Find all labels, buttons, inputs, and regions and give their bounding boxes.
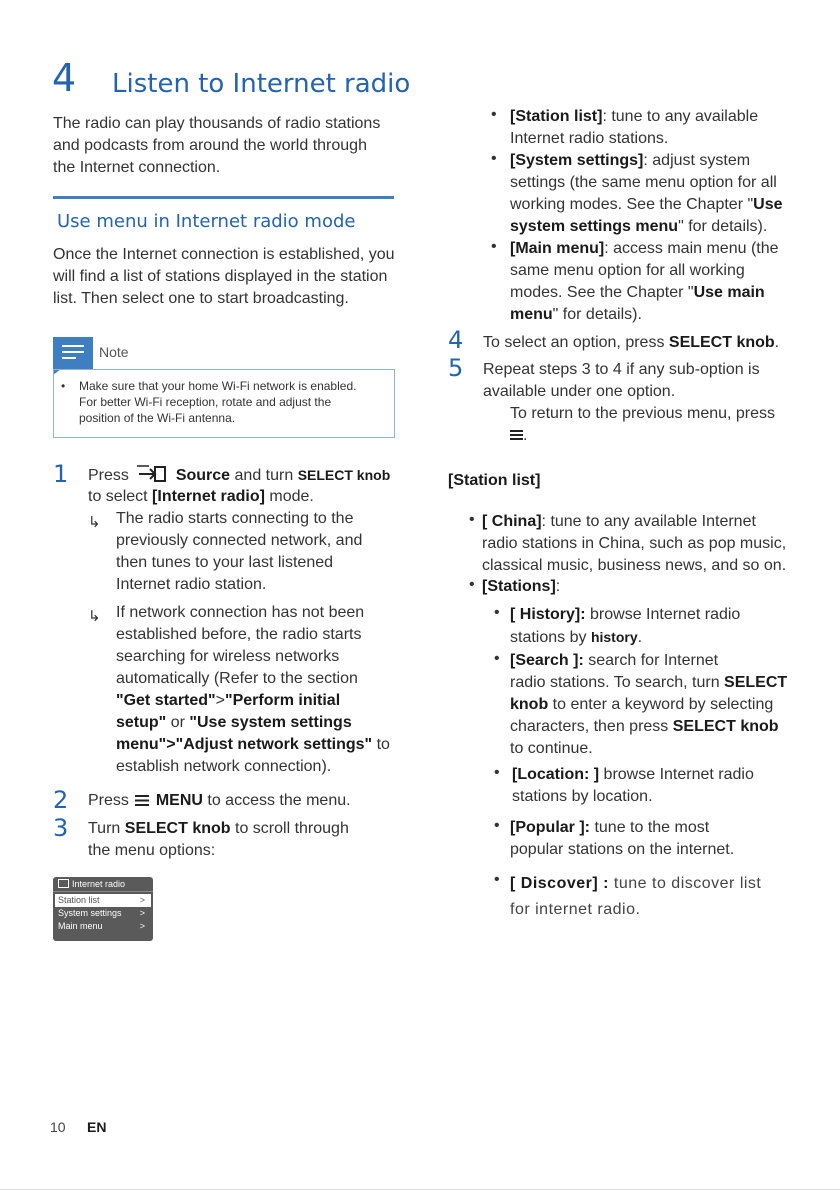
item-label: [Search ]: bbox=[510, 652, 584, 669]
chapter-number: 4 bbox=[52, 56, 77, 100]
select-knob-label: SELECT knob bbox=[668, 334, 775, 351]
item-text: browse Internet radio bbox=[603, 766, 754, 783]
intro-paragraph bbox=[53, 113, 380, 179]
option-line bbox=[510, 106, 758, 128]
menu-icon bbox=[135, 794, 149, 807]
result-arrow-icon: ↳ bbox=[88, 608, 101, 625]
option-text: : tune to any available bbox=[602, 108, 759, 125]
item-china bbox=[482, 511, 786, 577]
step-word: Press bbox=[88, 467, 129, 484]
option-line bbox=[510, 304, 779, 326]
section-line: Once the Internet connection is established, you bbox=[53, 246, 395, 263]
step-word: Press bbox=[88, 792, 129, 809]
item-text: radio stations. To search, turn bbox=[510, 674, 720, 691]
menu-screen-title bbox=[53, 877, 153, 892]
step-number: 3 bbox=[53, 814, 69, 842]
note-icon bbox=[53, 337, 93, 369]
item-label: [Popular ]: bbox=[510, 819, 590, 836]
note-line: • Make sure that your home Wi-Fi network is enabled. bbox=[79, 379, 357, 393]
item-line bbox=[510, 694, 787, 716]
result-line: established before, the radio starts bbox=[116, 626, 362, 643]
option-line bbox=[510, 238, 779, 260]
intro-line: The radio can play thousands of radio stations bbox=[53, 115, 381, 132]
chevron-right-icon: > bbox=[139, 908, 145, 918]
item-label: [Stations] bbox=[482, 578, 556, 595]
result-line bbox=[116, 734, 390, 756]
heading-text: [Station list] bbox=[448, 472, 541, 489]
result-line: searching for wireless networks bbox=[116, 648, 340, 665]
page-edge bbox=[0, 1189, 840, 1190]
note-line: position of the Wi-Fi antenna. bbox=[79, 411, 236, 425]
chapter-title: Listen to Internet radio bbox=[112, 69, 411, 99]
punct: . bbox=[774, 334, 780, 351]
option-line bbox=[510, 282, 779, 304]
step-line: To return to the previous menu, press bbox=[510, 405, 776, 422]
result-line: then tunes to your last listened bbox=[116, 554, 334, 571]
step-1-text bbox=[88, 464, 390, 487]
step-word: and turn bbox=[234, 467, 294, 484]
section-paragraph bbox=[53, 244, 395, 310]
result-line: Internet radio station. bbox=[116, 576, 267, 593]
step-word: to scroll through bbox=[235, 820, 349, 837]
step-word: mode. bbox=[269, 488, 314, 505]
bullet: • bbox=[494, 764, 500, 781]
option-line: settings (the same menu option for all bbox=[510, 174, 777, 191]
item-discover bbox=[510, 871, 761, 923]
step-word: to access the menu. bbox=[207, 792, 351, 809]
item-text: characters, then press bbox=[510, 718, 669, 735]
bullet: • bbox=[494, 871, 500, 888]
select-knob-label: SELECT knob bbox=[124, 820, 231, 837]
result-line bbox=[116, 690, 390, 712]
punct: . bbox=[637, 629, 643, 646]
item-line bbox=[510, 626, 740, 649]
option-label: [Main menu] bbox=[510, 240, 605, 257]
punct: : bbox=[555, 578, 561, 595]
result-2 bbox=[116, 602, 390, 778]
item-line bbox=[510, 817, 734, 839]
result-1 bbox=[116, 508, 362, 596]
item-text: tune to discover list bbox=[613, 875, 762, 892]
item-stations bbox=[482, 576, 560, 598]
language-code: EN bbox=[87, 1119, 107, 1135]
option-main-menu bbox=[510, 238, 779, 326]
step-line: the menu options: bbox=[88, 842, 216, 859]
note-label: Note bbox=[99, 344, 129, 360]
option-system-settings bbox=[510, 150, 783, 238]
bullet: • bbox=[491, 106, 497, 123]
step-word: To select an option, press bbox=[483, 334, 665, 351]
item-text: tune to the most bbox=[594, 819, 710, 836]
menu-title-text: Internet radio bbox=[72, 879, 126, 889]
menu-label: MENU bbox=[155, 792, 203, 809]
option-text: modes. See the Chapter " bbox=[510, 284, 694, 301]
option-text: : access main menu (the bbox=[604, 240, 779, 257]
step-4-text bbox=[483, 332, 779, 354]
option-line bbox=[510, 150, 783, 172]
option-text: working modes. See the Chapter " bbox=[510, 196, 754, 213]
section-line: list. Then select one to start broadcasting. bbox=[53, 290, 349, 307]
separator: > bbox=[215, 692, 225, 709]
station-list-heading bbox=[448, 470, 540, 492]
menu-item-label: Main menu bbox=[58, 921, 103, 931]
ref-link: system settings menu bbox=[510, 218, 679, 235]
item-line bbox=[510, 604, 740, 626]
ref-link: Use main bbox=[693, 284, 765, 301]
punct: . bbox=[523, 427, 528, 444]
item-label: [ Discover] : bbox=[510, 875, 609, 892]
item-keyword: history bbox=[590, 629, 638, 645]
select-knob-label: SELECT bbox=[724, 674, 788, 691]
step-3-text bbox=[88, 818, 349, 862]
item-label: [ China] bbox=[482, 513, 542, 530]
item-line bbox=[510, 650, 787, 672]
option-label: [System settings] bbox=[510, 152, 644, 169]
intro-line: and podcasts from around the world through bbox=[53, 137, 367, 154]
item-line: radio stations in China, such as pop music, bbox=[482, 535, 787, 552]
item-line: for internet radio. bbox=[510, 901, 641, 918]
menu-icon bbox=[510, 429, 523, 441]
item-location bbox=[512, 764, 754, 808]
item-search bbox=[510, 650, 787, 760]
result-line: previously connected network, and bbox=[116, 532, 363, 549]
item-line: classical music, business news, and so on. bbox=[482, 557, 787, 574]
step-number: 4 bbox=[448, 326, 464, 354]
option-label: [Station list] bbox=[510, 108, 603, 125]
bullet: • bbox=[494, 817, 500, 834]
select-knob-label: SELECT knob bbox=[297, 467, 391, 483]
item-label: [ History]: bbox=[510, 606, 586, 623]
intro-line: the Internet connection. bbox=[53, 159, 221, 176]
note-line: For better Wi-Fi reception, rotate and adjust the bbox=[79, 395, 332, 409]
ref-link: "Use system settings bbox=[189, 714, 352, 731]
item-line bbox=[510, 716, 787, 738]
ref-link: setup" bbox=[116, 714, 167, 731]
item-popular bbox=[510, 817, 734, 861]
source-icon bbox=[137, 465, 167, 483]
step-line bbox=[88, 818, 349, 840]
option-text: " for details). bbox=[678, 218, 768, 235]
page-number: 10 bbox=[50, 1119, 66, 1135]
step-number: 1 bbox=[53, 460, 69, 488]
item-text: browse Internet radio bbox=[590, 606, 741, 623]
ref-link: menu">"Adjust network settings" bbox=[116, 736, 373, 753]
option-line: Internet radio stations. bbox=[510, 130, 669, 147]
item-line bbox=[482, 511, 786, 533]
source-label: Source bbox=[175, 467, 231, 484]
list-icon bbox=[58, 879, 69, 888]
step-word: to select bbox=[88, 488, 148, 505]
item-line bbox=[512, 764, 754, 786]
option-text: " for details). bbox=[552, 306, 642, 323]
menu-item-label: System settings bbox=[58, 908, 122, 918]
item-label: [Location: ] bbox=[512, 766, 600, 783]
bullet: • bbox=[491, 150, 497, 167]
ref-link: "Perform initial bbox=[224, 692, 341, 709]
menu-screen bbox=[53, 877, 153, 941]
item-line: stations by location. bbox=[512, 788, 653, 805]
bullet: • bbox=[494, 604, 500, 621]
select-knob-label: knob bbox=[510, 696, 549, 713]
result-arrow-icon: ↳ bbox=[88, 514, 101, 531]
step-word: to bbox=[376, 736, 390, 753]
section-line: will find a list of stations displayed in the station bbox=[53, 268, 388, 285]
item-line: to continue. bbox=[510, 740, 593, 757]
ref-link: "Get started" bbox=[116, 692, 216, 709]
bullet: • bbox=[491, 238, 497, 255]
item-line: popular stations on the internet. bbox=[510, 841, 735, 858]
item-text: search for Internet bbox=[588, 652, 719, 669]
select-knob-label: SELECT knob bbox=[672, 718, 779, 735]
chevron-right-icon: > bbox=[139, 921, 145, 931]
bullet: • bbox=[469, 511, 475, 528]
step-line bbox=[483, 425, 775, 447]
step-5-text bbox=[483, 359, 775, 447]
ref-link: Use bbox=[753, 196, 783, 213]
option-line: same menu option for all working bbox=[510, 262, 745, 279]
menu-item-label: Station list bbox=[58, 895, 100, 905]
result-line: establish network connection). bbox=[116, 758, 332, 775]
option-station-list bbox=[510, 106, 758, 150]
option-line bbox=[510, 216, 783, 238]
step-line: available under one option. bbox=[483, 383, 676, 400]
section-title: Use menu in Internet radio mode bbox=[57, 211, 356, 232]
step-number: 5 bbox=[448, 354, 464, 382]
chevron-right-icon: > bbox=[139, 895, 145, 905]
step-2-text bbox=[88, 790, 351, 812]
step-line: Repeat steps 3 to 4 if any sub-option is bbox=[483, 361, 760, 378]
option-line bbox=[510, 194, 783, 216]
item-text: stations by bbox=[510, 629, 587, 646]
result-line bbox=[116, 712, 390, 734]
section-rule bbox=[53, 196, 394, 199]
menu-screen-item bbox=[53, 920, 153, 933]
step-number: 2 bbox=[53, 786, 69, 814]
menu-screen-item bbox=[55, 894, 151, 907]
note-item bbox=[54, 378, 394, 426]
step-word: Turn bbox=[88, 820, 121, 837]
item-line bbox=[510, 871, 761, 897]
step-word: or bbox=[170, 714, 185, 731]
item-line bbox=[510, 672, 787, 694]
note-header bbox=[53, 337, 395, 369]
ref-link: menu bbox=[510, 306, 553, 323]
option-text: : adjust system bbox=[643, 152, 751, 169]
result-line: The radio starts connecting to the bbox=[116, 510, 354, 527]
result-line: automatically (Refer to the section bbox=[116, 670, 358, 687]
result-line: If network connection has not been bbox=[116, 604, 365, 621]
step-1-line-2 bbox=[88, 486, 314, 508]
bullet: • bbox=[469, 576, 475, 593]
bullet: • bbox=[494, 650, 500, 667]
item-text: : tune to any available Internet bbox=[541, 513, 756, 530]
note-box bbox=[53, 369, 395, 438]
item-text: to enter a keyword by selecting bbox=[552, 696, 774, 713]
item-history bbox=[510, 604, 740, 649]
option-label: [Internet radio] bbox=[152, 488, 265, 505]
menu-screen-item bbox=[53, 907, 153, 920]
